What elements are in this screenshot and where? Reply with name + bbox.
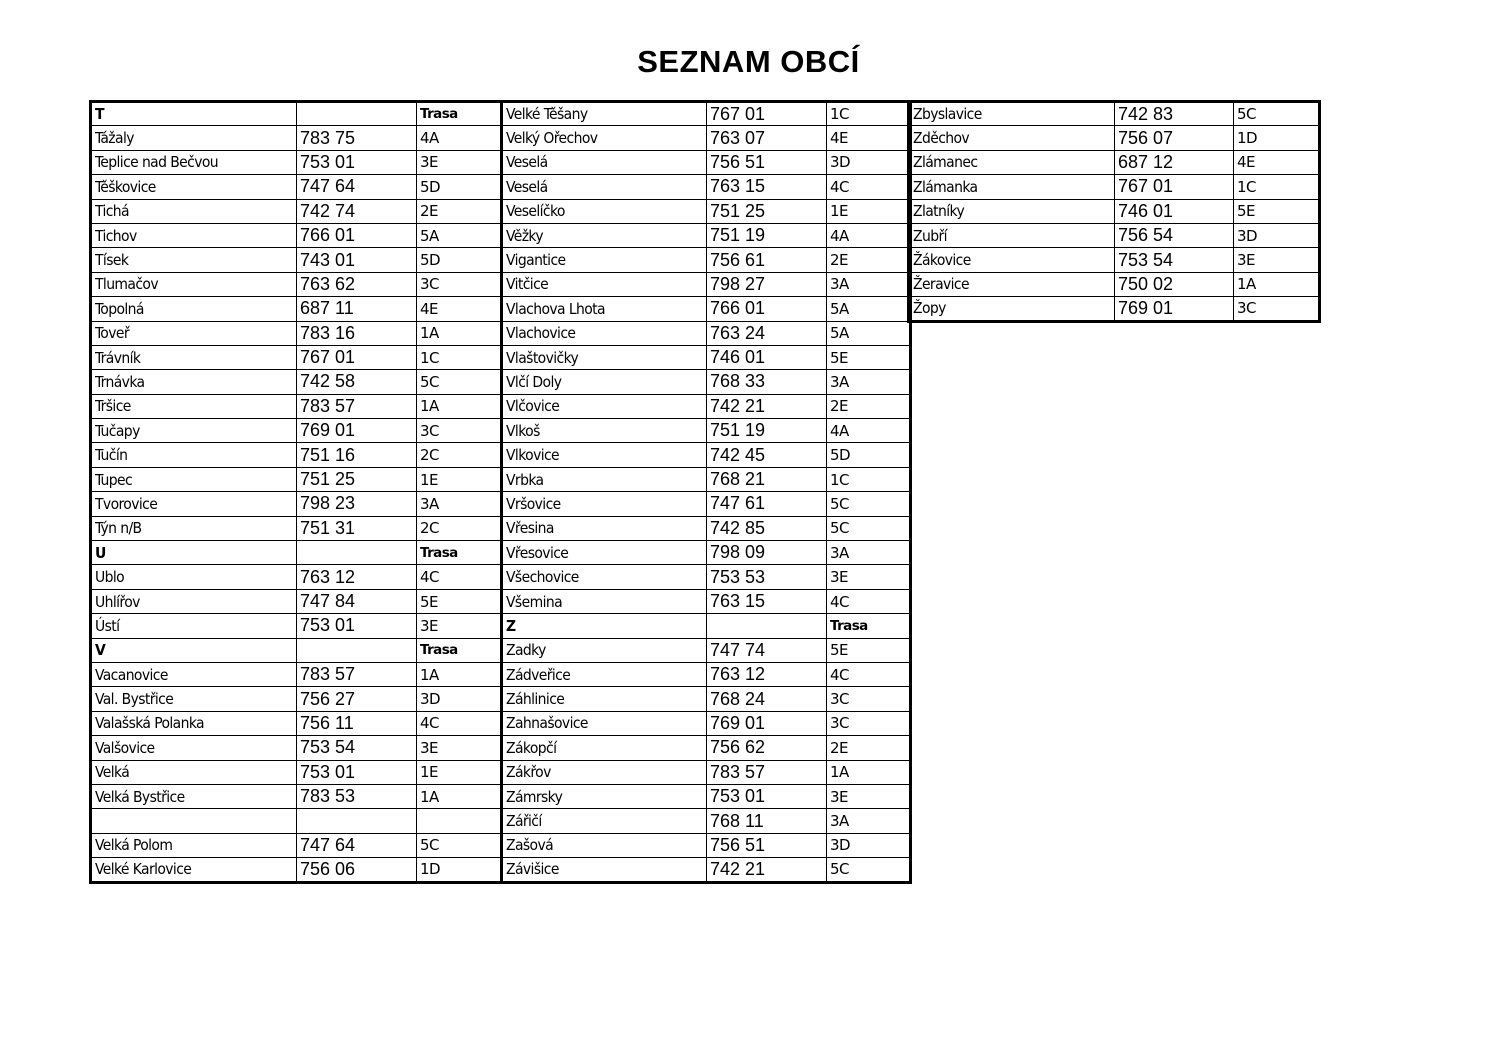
postal-code: 783 57 <box>297 394 417 418</box>
municipality-name: Velká Polom <box>91 833 297 857</box>
route-code: 3E <box>417 736 502 760</box>
postal-code: 747 64 <box>297 175 417 199</box>
route-code: 1E <box>417 760 502 784</box>
route-code: 4A <box>827 419 911 443</box>
postal-code: 753 53 <box>707 565 827 589</box>
table-row <box>909 223 1320 247</box>
route-code: 5C <box>827 516 911 540</box>
route-code: 1A <box>417 394 502 418</box>
route-code: 3D <box>417 687 502 711</box>
municipality-name: Všemina <box>502 589 707 613</box>
table-row <box>502 321 911 345</box>
postal-code: 753 01 <box>297 150 417 174</box>
table-row <box>502 858 911 882</box>
route-code: 2C <box>417 443 502 467</box>
municipality-name: Velké Karlovice <box>91 858 297 882</box>
postal-code: 766 01 <box>297 223 417 247</box>
table-row <box>502 248 911 272</box>
table-row <box>91 833 502 857</box>
municipality-name: Veselíčko <box>502 199 707 223</box>
postal-code: 756 54 <box>1115 223 1234 247</box>
postal-code: 767 01 <box>707 102 827 126</box>
postal-code: 742 85 <box>707 516 827 540</box>
postal-code: 767 01 <box>297 345 417 369</box>
municipality-name: Velká Bystřice <box>91 784 297 808</box>
municipality-name: Vlachovice <box>502 321 707 345</box>
route-code: 3A <box>827 370 911 394</box>
municipality-name: Vacanovice <box>91 662 297 686</box>
table-row <box>91 321 502 345</box>
route-code: 5C <box>417 370 502 394</box>
postal-code: 756 07 <box>1115 126 1234 150</box>
municipality-name: Zlámanec <box>909 150 1115 174</box>
municipality-name: Žeravice <box>909 272 1115 296</box>
municipality-name: Tlumačov <box>91 272 297 296</box>
postal-code: 743 01 <box>297 248 417 272</box>
municipality-name: Vrbka <box>502 467 707 491</box>
postal-code: 742 45 <box>707 443 827 467</box>
postal-code: 742 21 <box>707 858 827 882</box>
municipality-name: Tučín <box>91 443 297 467</box>
table-row <box>91 760 502 784</box>
route-code: 2E <box>827 394 911 418</box>
table-row <box>909 175 1320 199</box>
route-code: 3C <box>827 711 911 735</box>
municipality-name: Tršice <box>91 394 297 418</box>
postal-code: 767 01 <box>1115 175 1234 199</box>
route-code <box>417 809 502 833</box>
postal-code: 783 53 <box>297 784 417 808</box>
section-letter: T <box>91 102 297 126</box>
route-code: 1A <box>827 760 911 784</box>
route-code: 4A <box>827 223 911 247</box>
route-code: 5E <box>1234 199 1320 223</box>
municipality-name: Žopy <box>909 297 1115 321</box>
table-row <box>502 467 911 491</box>
municipality-name: Trnávka <box>91 370 297 394</box>
postal-code: 769 01 <box>707 711 827 735</box>
section-letter: U <box>91 541 297 565</box>
municipality-table-column-1 <box>89 100 503 884</box>
table-row <box>91 736 502 760</box>
table-row <box>502 662 911 686</box>
table-row <box>91 223 502 247</box>
table-row <box>91 150 502 174</box>
route-code: 1C <box>827 467 911 491</box>
route-code: 1C <box>1234 175 1320 199</box>
table-row <box>502 394 911 418</box>
table-row <box>91 199 502 223</box>
table-row <box>502 711 911 735</box>
postal-code: 756 11 <box>297 711 417 735</box>
postal-code: 742 21 <box>707 394 827 418</box>
postal-code: 750 02 <box>1115 272 1234 296</box>
municipality-name: Zlámanka <box>909 175 1115 199</box>
route-code: 4E <box>1234 150 1320 174</box>
table-row <box>502 370 911 394</box>
postal-code: 753 54 <box>1115 248 1234 272</box>
route-header: Trasa <box>827 614 911 638</box>
table-row <box>502 175 911 199</box>
municipality-name: Teplice nad Bečvou <box>91 150 297 174</box>
table-row <box>502 516 911 540</box>
route-header: Trasa <box>417 541 502 565</box>
section-letter: V <box>91 638 297 662</box>
municipality-name: Vřesovice <box>502 541 707 565</box>
table-row <box>502 833 911 857</box>
postal-code: 753 01 <box>297 614 417 638</box>
postal-code: 763 24 <box>707 321 827 345</box>
postal-code: 751 25 <box>707 199 827 223</box>
table-row <box>502 223 911 247</box>
postal-code: 763 07 <box>707 126 827 150</box>
table-row <box>91 809 502 833</box>
municipality-name <box>91 809 297 833</box>
route-code: 1D <box>1234 126 1320 150</box>
municipality-name: Veselá <box>502 175 707 199</box>
postal-code: 746 01 <box>707 345 827 369</box>
postal-code: 751 25 <box>297 467 417 491</box>
header-blank-cell <box>297 638 417 662</box>
page-title: SEZNAM OBCÍ <box>637 44 860 79</box>
municipality-name: Zádveřice <box>502 662 707 686</box>
municipality-name: Velký Ořechov <box>502 126 707 150</box>
table-row <box>91 272 502 296</box>
postal-code: 747 61 <box>707 492 827 516</box>
postal-code: 756 51 <box>707 833 827 857</box>
postal-code: 751 19 <box>707 223 827 247</box>
route-code: 3C <box>417 272 502 296</box>
table-row <box>909 102 1320 126</box>
table-row <box>502 809 911 833</box>
municipality-name: Vršovice <box>502 492 707 516</box>
municipality-name: Všechovice <box>502 565 707 589</box>
route-code: 3E <box>827 784 911 808</box>
letter-section-header <box>91 638 502 662</box>
letter-section-header <box>502 614 911 638</box>
municipality-name: Tučapy <box>91 419 297 443</box>
letter-section-header <box>91 541 502 565</box>
municipality-name: Velká <box>91 760 297 784</box>
municipality-name: Vigantice <box>502 248 707 272</box>
route-code: 1A <box>1234 272 1320 296</box>
table-row <box>91 516 502 540</box>
route-code: 4C <box>827 662 911 686</box>
route-code: 5A <box>417 223 502 247</box>
postal-code: 742 58 <box>297 370 417 394</box>
route-code: 3C <box>827 687 911 711</box>
table-row <box>91 858 502 882</box>
postal-code: 768 11 <box>707 809 827 833</box>
municipality-name: Zákopčí <box>502 736 707 760</box>
municipality-table-column-2 <box>500 100 912 884</box>
postal-code: 746 01 <box>1115 199 1234 223</box>
table-row <box>91 443 502 467</box>
route-header: Trasa <box>417 638 502 662</box>
postal-code: 766 01 <box>707 297 827 321</box>
table-row <box>909 297 1320 321</box>
route-code: 5E <box>827 345 911 369</box>
postal-code: 798 27 <box>707 272 827 296</box>
table-row <box>91 662 502 686</box>
municipality-name: Záhlinice <box>502 687 707 711</box>
route-code: 5C <box>1234 102 1320 126</box>
route-code: 5D <box>417 175 502 199</box>
municipality-name: Těškovice <box>91 175 297 199</box>
route-code: 1A <box>417 321 502 345</box>
table-row <box>91 126 502 150</box>
route-code: 2E <box>827 736 911 760</box>
header-blank-cell <box>297 102 417 126</box>
table-row <box>91 345 502 369</box>
table-row <box>502 638 911 662</box>
postal-code: 769 01 <box>297 419 417 443</box>
postal-code: 763 15 <box>707 589 827 613</box>
letter-section-header <box>91 102 502 126</box>
table-row <box>502 102 911 126</box>
postal-code: 756 06 <box>297 858 417 882</box>
municipality-name: Vitčice <box>502 272 707 296</box>
municipality-name: Týn n/B <box>91 516 297 540</box>
table-row <box>502 589 911 613</box>
table-row <box>91 614 502 638</box>
route-code: 1D <box>417 858 502 882</box>
municipality-name: Topolná <box>91 297 297 321</box>
table-row <box>502 541 911 565</box>
postal-code: 763 12 <box>297 565 417 589</box>
table-row <box>91 687 502 711</box>
municipality-name: Věžky <box>502 223 707 247</box>
route-code: 4C <box>417 565 502 589</box>
table-row <box>91 297 502 321</box>
municipality-name: Vlaštovičky <box>502 345 707 369</box>
postal-code: 753 01 <box>707 784 827 808</box>
postal-code: 747 74 <box>707 638 827 662</box>
municipality-name: Valšovice <box>91 736 297 760</box>
municipality-name: Uhlířov <box>91 589 297 613</box>
route-code: 4C <box>827 589 911 613</box>
route-code: 3D <box>827 833 911 857</box>
postal-code: 742 83 <box>1115 102 1234 126</box>
table-row <box>91 711 502 735</box>
table-row <box>502 419 911 443</box>
route-code: 3D <box>1234 223 1320 247</box>
postal-code: 753 01 <box>297 760 417 784</box>
table-row <box>91 370 502 394</box>
route-code: 1A <box>417 784 502 808</box>
route-code: 2E <box>827 248 911 272</box>
municipality-name: Zákřov <box>502 760 707 784</box>
municipality-table-column-3 <box>907 100 1321 323</box>
table-row <box>91 394 502 418</box>
municipality-name: Vlčí Doly <box>502 370 707 394</box>
route-code: 4C <box>417 711 502 735</box>
route-header: Trasa <box>417 102 502 126</box>
route-code: 5E <box>417 589 502 613</box>
route-code: 4C <box>827 175 911 199</box>
table-row <box>502 687 911 711</box>
postal-code: 768 21 <box>707 467 827 491</box>
route-code: 1E <box>417 467 502 491</box>
municipality-name: Zubří <box>909 223 1115 247</box>
postal-code: 798 23 <box>297 492 417 516</box>
route-code: 5D <box>827 443 911 467</box>
route-code: 3A <box>417 492 502 516</box>
route-code: 3A <box>827 809 911 833</box>
municipality-name: Zářičí <box>502 809 707 833</box>
route-code: 1E <box>827 199 911 223</box>
municipality-name: Tichov <box>91 223 297 247</box>
postal-code: 763 12 <box>707 662 827 686</box>
table-row <box>91 565 502 589</box>
municipality-name: Vlčovice <box>502 394 707 418</box>
municipality-name: Tupec <box>91 467 297 491</box>
table-row <box>502 443 911 467</box>
table-row <box>502 272 911 296</box>
table-row <box>909 199 1320 223</box>
municipality-name: Trávník <box>91 345 297 369</box>
postal-code: 747 84 <box>297 589 417 613</box>
municipality-name: Tísek <box>91 248 297 272</box>
table-row <box>91 492 502 516</box>
route-code: 3E <box>827 565 911 589</box>
route-code: 1C <box>417 345 502 369</box>
table-row <box>502 126 911 150</box>
route-code: 3E <box>417 150 502 174</box>
municipality-name: Zlatníky <box>909 199 1115 223</box>
table-row <box>909 126 1320 150</box>
table-row <box>91 175 502 199</box>
route-code: 3E <box>1234 248 1320 272</box>
table-row <box>909 272 1320 296</box>
table-row <box>502 199 911 223</box>
postal-code: 756 51 <box>707 150 827 174</box>
postal-code: 769 01 <box>1115 297 1234 321</box>
municipality-name: Toveř <box>91 321 297 345</box>
municipality-name: Ublo <box>91 565 297 589</box>
route-code: 5C <box>827 858 911 882</box>
municipality-name: Zděchov <box>909 126 1115 150</box>
municipality-name: Zadky <box>502 638 707 662</box>
municipality-name: Vlkoš <box>502 419 707 443</box>
route-code: 3A <box>827 272 911 296</box>
postal-code: 751 16 <box>297 443 417 467</box>
postal-code: 756 27 <box>297 687 417 711</box>
route-code: 2E <box>417 199 502 223</box>
route-code: 3E <box>417 614 502 638</box>
postal-code: 756 62 <box>707 736 827 760</box>
route-code: 3A <box>827 541 911 565</box>
postal-code: 798 09 <box>707 541 827 565</box>
municipality-name: Zbyslavice <box>909 102 1115 126</box>
route-code: 5A <box>827 321 911 345</box>
municipality-name: Tážaly <box>91 126 297 150</box>
municipality-name: Val. Bystřice <box>91 687 297 711</box>
table-row <box>502 345 911 369</box>
postal-code: 763 15 <box>707 175 827 199</box>
postal-code: 783 16 <box>297 321 417 345</box>
postal-code: 783 57 <box>707 760 827 784</box>
route-code: 5C <box>827 492 911 516</box>
postal-code: 687 12 <box>1115 150 1234 174</box>
route-code: 5E <box>827 638 911 662</box>
postal-code: 751 19 <box>707 419 827 443</box>
route-code: 1C <box>827 102 911 126</box>
municipality-name: Tichá <box>91 199 297 223</box>
route-code: 4E <box>827 126 911 150</box>
table-row <box>91 419 502 443</box>
table-row <box>502 784 911 808</box>
municipality-name: Vlachova Lhota <box>502 297 707 321</box>
table-row <box>909 248 1320 272</box>
table-row <box>502 565 911 589</box>
postal-code <box>297 809 417 833</box>
postal-code: 768 24 <box>707 687 827 711</box>
route-code: 4A <box>417 126 502 150</box>
postal-code: 742 74 <box>297 199 417 223</box>
municipality-name: Zámrsky <box>502 784 707 808</box>
section-letter: Z <box>502 614 707 638</box>
route-code: 3C <box>1234 297 1320 321</box>
postal-code: 768 33 <box>707 370 827 394</box>
table-row <box>502 736 911 760</box>
postal-code: 687 11 <box>297 297 417 321</box>
postal-code: 763 62 <box>297 272 417 296</box>
route-code: 2C <box>417 516 502 540</box>
header-blank-cell <box>297 541 417 565</box>
postal-code: 753 54 <box>297 736 417 760</box>
municipality-name: Zašová <box>502 833 707 857</box>
header-blank-cell <box>707 614 827 638</box>
postal-code: 756 61 <box>707 248 827 272</box>
route-code: 5D <box>417 248 502 272</box>
table-row <box>502 297 911 321</box>
table-row <box>502 150 911 174</box>
table-row <box>502 760 911 784</box>
municipality-name: Tvorovice <box>91 492 297 516</box>
postal-code: 783 57 <box>297 662 417 686</box>
table-row <box>91 784 502 808</box>
municipality-name: Závišice <box>502 858 707 882</box>
table-row <box>91 589 502 613</box>
route-code: 4E <box>417 297 502 321</box>
table-row <box>502 492 911 516</box>
route-code: 5A <box>827 297 911 321</box>
table-row <box>91 248 502 272</box>
route-code: 1A <box>417 662 502 686</box>
municipality-name: Ústí <box>91 614 297 638</box>
postal-code: 751 31 <box>297 516 417 540</box>
municipality-name: Velké Těšany <box>502 102 707 126</box>
municipality-name: Vlkovice <box>502 443 707 467</box>
municipality-name: Valašská Polanka <box>91 711 297 735</box>
postal-code: 747 64 <box>297 833 417 857</box>
route-code: 3C <box>417 419 502 443</box>
municipality-name: Vřesina <box>502 516 707 540</box>
postal-code: 783 75 <box>297 126 417 150</box>
route-code: 3D <box>827 150 911 174</box>
route-code: 5C <box>417 833 502 857</box>
municipality-name: Veselá <box>502 150 707 174</box>
table-row <box>909 150 1320 174</box>
municipality-name: Žákovice <box>909 248 1115 272</box>
table-row <box>91 467 502 491</box>
municipality-name: Zahnašovice <box>502 711 707 735</box>
